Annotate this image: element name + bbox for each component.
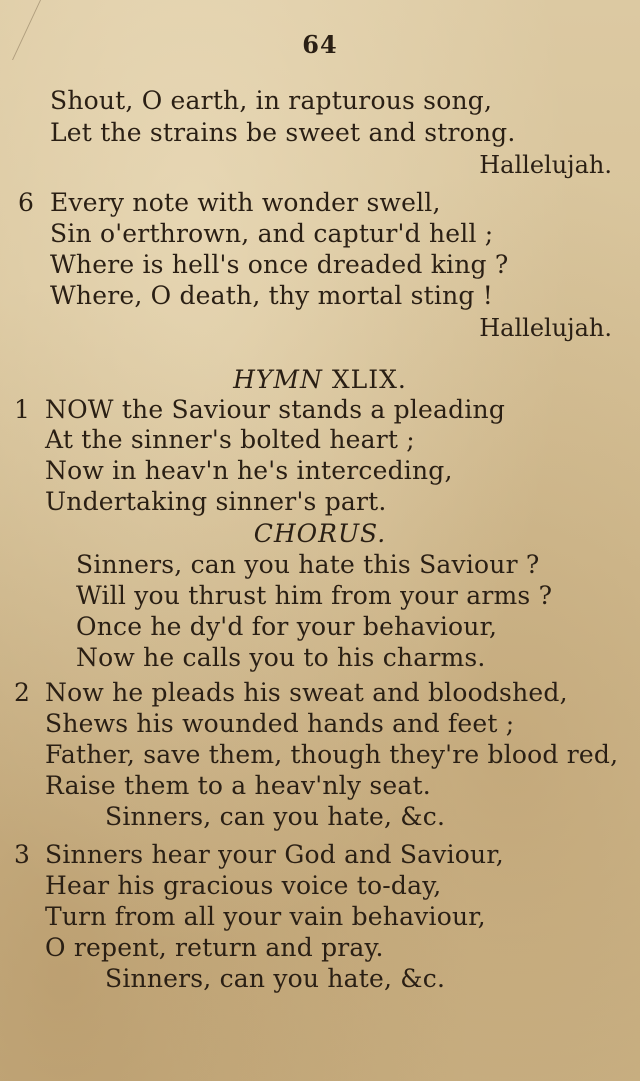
refrain-hallelujah: Hallelujah.: [479, 151, 612, 179]
hymn-title: HYMN: [233, 365, 323, 394]
verse-line: Hear his gracious voice to-day,: [45, 871, 442, 900]
stanza-number: 3: [14, 840, 30, 869]
chorus-line: Now he calls you to his charms.: [76, 643, 486, 672]
verse-line: Sinners hear your God and Saviour,: [45, 840, 504, 869]
chorus-refrain: Sinners, can you hate, &c.: [105, 802, 446, 831]
verse-line: Sin o'erthrown, and captur'd hell ;: [50, 219, 494, 248]
verse-line: NOW the Saviour stands a pleading: [45, 395, 506, 424]
verse-line: Raise them to a heav'nly seat.: [45, 771, 431, 800]
chorus-line: Sinners, can you hate this Saviour ?: [76, 550, 540, 579]
verse-line: Father, save them, though they're blood red,: [45, 740, 619, 769]
stanza-number: 1: [14, 395, 30, 424]
verse-line: Now in heav'n he's interceding,: [45, 456, 453, 485]
stanza-number: 6: [18, 188, 34, 217]
verse-line: Let the strains be sweet and strong.: [50, 118, 516, 147]
verse-line: Shout, O earth, in rapturous song,: [50, 86, 493, 115]
stanza-number: 2: [14, 678, 30, 707]
verse-line: Where is hell's once dreaded king ?: [50, 250, 509, 279]
verse-line: Now he pleads his sweat and bloodshed,: [45, 678, 568, 707]
verse-line: Shews his wounded hands and feet ;: [45, 709, 515, 738]
verse-line: Turn from all your vain behaviour,: [45, 902, 486, 931]
verse-line: Every note with wonder swell,: [50, 188, 441, 217]
verse-line: Undertaking sinner's part.: [45, 487, 387, 516]
refrain-hallelujah: Hallelujah.: [479, 314, 612, 342]
chorus-refrain: Sinners, can you hate, &c.: [105, 964, 446, 993]
page-number: 64: [302, 30, 338, 59]
chorus-line: Will you thrust him from your arms ?: [76, 581, 553, 610]
verse-line: Where, O death, thy mortal sting !: [50, 281, 494, 310]
hymn-numeral: XLIX.: [331, 365, 407, 394]
verse-line: O repent, return and pray.: [45, 933, 384, 962]
hymn-heading: [0, 365, 640, 395]
chorus-line: Once he dy'd for your behaviour,: [76, 612, 498, 641]
chorus-heading: CHORUS.: [253, 519, 387, 548]
verse-line: At the sinner's bolted heart ;: [45, 425, 415, 454]
